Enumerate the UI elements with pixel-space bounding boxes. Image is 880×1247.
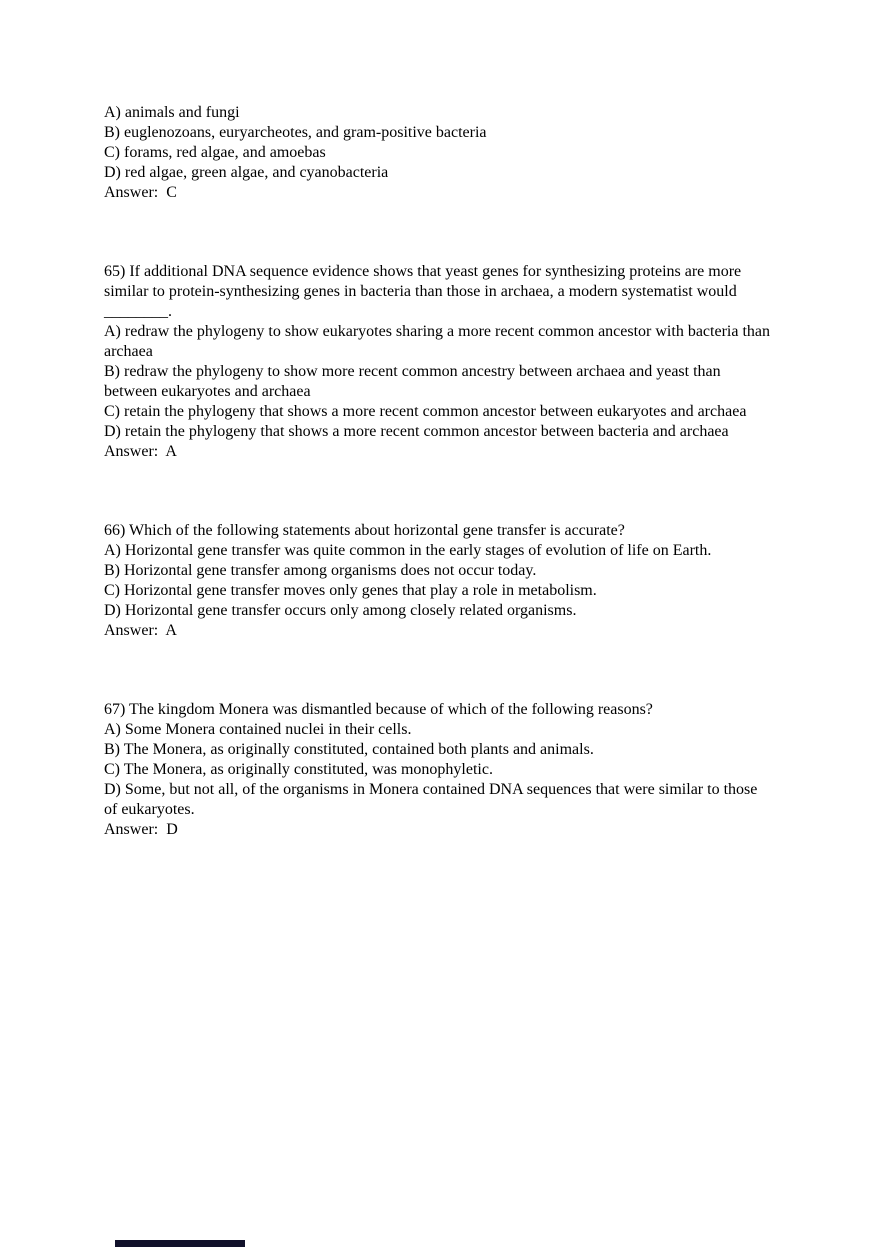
bottom-dark-bar — [115, 1240, 245, 1247]
answer-line: Answer: C — [104, 184, 177, 201]
question-stem: 65) If additional DNA sequence evidence shows that yeast genes for synthesizing proteins are more similar to protein-synthesizing genes in bacteria than those in archaea, a modern systematist would ________. — [104, 263, 746, 320]
question-stem: 66) Which of the following statements about horizontal gene transfer is accurate? — [104, 522, 625, 539]
question-block — [104, 103, 772, 203]
question-block — [104, 521, 772, 641]
answer-choice: C) Horizontal gene transfer moves only genes that play a role in metabolism. — [104, 582, 597, 599]
answer-line: Answer: D — [104, 821, 178, 838]
question-stem: 67) The kingdom Monera was dismantled because of which of the following reasons? — [104, 701, 653, 718]
document-content — [104, 103, 772, 840]
answer-choice: A) animals and fungi — [104, 104, 240, 121]
answer-choice: D) Some, but not all, of the organisms in Monera contained DNA sequences that were similar to those of eukaryotes. — [104, 781, 762, 818]
answer-line: Answer: A — [104, 622, 177, 639]
answer-choice: A) redraw the phylogeny to show eukaryotes sharing a more recent common ancestor with bacteria than archaea — [104, 323, 774, 360]
answer-choice: B) The Monera, as originally constituted, contained both plants and animals. — [104, 741, 594, 758]
answer-line: Answer: A — [104, 443, 177, 460]
answer-choice: A) Some Monera contained nuclei in their cells. — [104, 721, 412, 738]
answer-choice: D) Horizontal gene transfer occurs only among closely related organisms. — [104, 602, 577, 619]
answer-choice: A) Horizontal gene transfer was quite common in the early stages of evolution of life on Earth. — [104, 542, 712, 559]
answer-choice: D) red algae, green algae, and cyanobacteria — [104, 164, 389, 181]
answer-choice: B) Horizontal gene transfer among organisms does not occur today. — [104, 562, 537, 579]
question-block — [104, 262, 772, 462]
answer-choice: D) retain the phylogeny that shows a more recent common ancestor between bacteria and archaea — [104, 423, 729, 440]
question-block — [104, 700, 772, 840]
answer-choice: B) redraw the phylogeny to show more recent common ancestry between archaea and yeast than between eukaryotes and archaea — [104, 363, 725, 400]
answer-choice: B) euglenozoans, euryarcheotes, and gram-positive bacteria — [104, 124, 487, 141]
answer-choice: C) retain the phylogeny that shows a more recent common ancestor between eukaryotes and archaea — [104, 403, 747, 420]
answer-choice: C) The Monera, as originally constituted, was monophyletic. — [104, 761, 493, 778]
answer-choice: C) forams, red algae, and amoebas — [104, 144, 326, 161]
